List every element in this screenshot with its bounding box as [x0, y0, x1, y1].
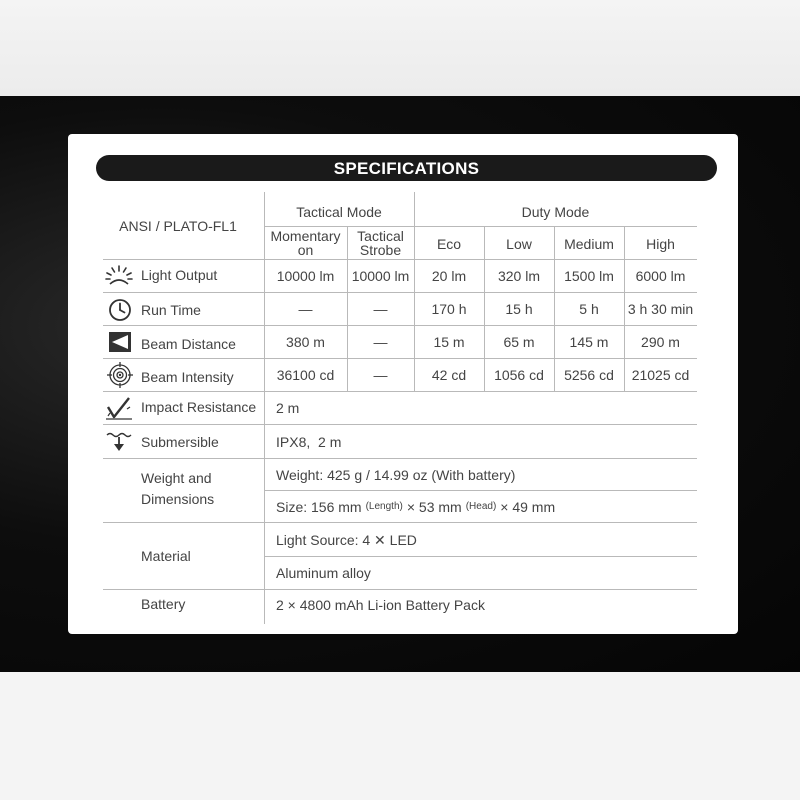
run-time-eco: 170 h: [431, 301, 467, 317]
battery-value: 2 × 4800 mAh Li-ion Battery Pack: [276, 597, 485, 613]
strobe-header: [347, 228, 414, 258]
size-head-note: (Head): [465, 500, 497, 512]
beam-distance-medium: 145 m: [569, 334, 609, 350]
duty-mode-header: Duty Mode: [521, 204, 590, 220]
weight-dimensions-label-line1: Weight and: [141, 470, 212, 486]
submersible-value: IPX8, 2 m: [276, 434, 342, 450]
beam-distance-icon: [107, 330, 133, 354]
beam-intensity-momentary: 36100 cd: [276, 367, 335, 383]
light-output-eco: 20 lm: [431, 268, 467, 284]
material-label: Material: [141, 548, 191, 564]
eco-header: Eco: [436, 235, 462, 252]
light-output-high: 6000 lm: [635, 268, 686, 284]
impact-check-icon: [104, 395, 134, 421]
clock-icon: [107, 297, 133, 323]
weight-dimensions-label-line2: Dimensions: [141, 491, 215, 507]
standard-header: ANSI / PLATO-FL1: [119, 218, 237, 234]
high-header: High: [646, 235, 675, 252]
battery-label: Battery: [141, 596, 186, 612]
impact-resistance-label: Impact Resistance: [141, 399, 257, 415]
light-output-low: 320 lm: [497, 268, 541, 284]
weight-value: Weight: 425 g / 14.99 oz (With battery): [276, 466, 516, 483]
size-length-note: (Length): [365, 500, 403, 512]
strobe-header-line2: Strobe: [359, 242, 402, 258]
beam-intensity-eco: 42 cd: [431, 367, 467, 383]
size-mid: × 53 mm: [406, 498, 462, 515]
momentary-header: [264, 228, 347, 258]
run-time-momentary: —: [298, 301, 313, 317]
size-value: [276, 491, 696, 522]
momentary-header-line1: Momentary: [270, 228, 341, 244]
light-output-momentary: 10000 lm: [276, 268, 335, 284]
run-time-low: 15 h: [505, 301, 533, 317]
beam-distance-strobe: —: [373, 334, 388, 350]
beam-distance-label: Beam Distance: [141, 336, 236, 352]
top-background: [0, 0, 800, 96]
beam-intensity-high: 21025 cd: [631, 367, 690, 383]
bottom-background: [0, 672, 800, 800]
light-output-label: Light Output: [141, 267, 218, 283]
momentary-header-line2: on: [297, 242, 314, 258]
beam-intensity-medium: 5256 cd: [564, 367, 614, 383]
size-suffix: × 49 mm: [500, 498, 556, 515]
low-header: Low: [506, 235, 532, 252]
material-value: Aluminum alloy: [276, 565, 371, 581]
light-source-value: Light Source: 4 ✕ LED: [276, 531, 417, 548]
light-output-strobe: 10000 lm: [351, 268, 410, 284]
impact-resistance-value: 2 m: [276, 400, 300, 416]
weight-dimensions-label: [141, 466, 214, 512]
light-output-medium: 1500 lm: [564, 268, 614, 284]
run-time-strobe: —: [373, 301, 388, 317]
medium-header: Medium: [564, 235, 614, 252]
strobe-header-line1: Tactical: [357, 228, 404, 244]
run-time-label: Run Time: [141, 302, 201, 318]
spec-title: SPECIFICATIONS: [333, 159, 480, 178]
water-drop-icon: [104, 429, 134, 453]
run-time-high: 3 h 30 min: [627, 301, 694, 317]
submersible-label: Submersible: [141, 434, 219, 450]
size-prefix: Size: 156 mm: [276, 498, 362, 515]
beam-intensity-strobe: —: [373, 367, 388, 383]
beam-distance-low: 65 m: [503, 334, 535, 350]
beam-intensity-low: 1056 cd: [494, 367, 544, 383]
light-burst-icon: [104, 263, 134, 287]
beam-distance-high: 290 m: [641, 334, 680, 350]
target-icon: [106, 362, 134, 388]
beam-distance-eco: 15 m: [433, 334, 465, 350]
beam-distance-momentary: 380 m: [286, 334, 325, 350]
beam-intensity-label: Beam Intensity: [141, 369, 234, 385]
run-time-medium: 5 h: [579, 301, 599, 317]
tactical-mode-header: Tactical Mode: [296, 204, 382, 220]
